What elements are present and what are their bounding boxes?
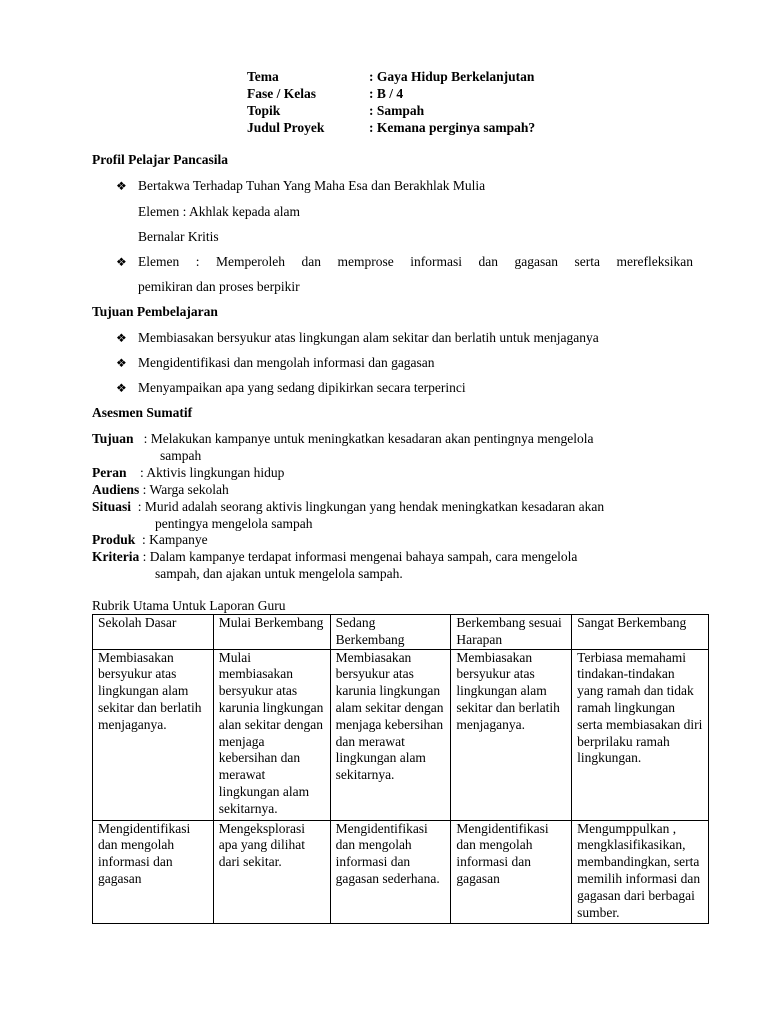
- header-value: : B / 4: [369, 86, 404, 101]
- asesmen-value-continuation: sampah: [160, 448, 202, 463]
- section-title-profil: Profil Pelajar Pancasila: [92, 152, 228, 167]
- table-header-row: [93, 615, 709, 650]
- section-title-asesmen: Asesmen Sumatif: [92, 405, 193, 420]
- bullet-text: Bertakwa Terhadap Tuhan Yang Maha Esa dan Berakhlak Mulia: [138, 178, 486, 193]
- profil-bullet-1: [116, 178, 485, 195]
- tujuan-item: [116, 380, 466, 397]
- asesmen-value: : Kampanye: [142, 532, 208, 547]
- asesmen-label: Tujuan: [92, 431, 134, 446]
- asesmen-value: : Aktivis lingkungan hidup: [140, 465, 285, 480]
- bullet-text: Menyampaikan apa yang sedang dipikirkan secara terperinci: [138, 380, 466, 395]
- header-row-tema: [247, 68, 535, 85]
- table-cell: Membiasakan bersyukur atas karunia lingkungan alam sekitar dengan menjaga kebersihan dan merawat lingkungan alam sekitarnya.: [330, 649, 451, 820]
- asesmen-label: Kriteria: [92, 549, 140, 564]
- header-row-fase-kelas: [247, 85, 535, 102]
- profil-bullet-2-line-2: pemikiran dan proses berpikir: [138, 279, 300, 294]
- profil-elemen-1: Elemen : Akhlak kepada alam: [138, 204, 300, 219]
- table-row: [93, 649, 709, 820]
- asesmen-value: : Warga sekolah: [142, 482, 229, 497]
- table-cell: Membiasakan bersyukur atas lingkungan alam sekitar dan berlatih menjaganya.: [451, 649, 572, 820]
- header-value: : Gaya Hidup Berkelanjutan: [369, 69, 535, 84]
- asesmen-produk: [92, 531, 702, 548]
- asesmen-label: Audiens: [92, 482, 140, 497]
- asesmen-peran: [92, 464, 702, 481]
- asesmen-label: Produk: [92, 532, 136, 547]
- asesmen-value: : Murid adalah seorang aktivis lingkungan yang hendak meningkatkan kesadaran akan: [137, 499, 605, 514]
- column-header: Berkembang sesuai Harapan: [451, 615, 572, 650]
- table-cell: Mengidentifikasi dan mengolah informasi dan gagasan: [451, 820, 572, 924]
- asesmen-kriteria: [92, 548, 702, 582]
- header-label: Judul Proyek: [247, 120, 325, 135]
- table-cell: Mulai membiasakan bersyukur atas karunia lingkungan alan sekitar dengan menjaga kebersihan dan merawat lingkungan alam sekitarnya.: [213, 649, 330, 820]
- profil-bernalar-kritis: Bernalar Kritis: [138, 229, 219, 244]
- asesmen-audiens: [92, 481, 702, 498]
- diamond-bullet-icon: ❖: [116, 179, 127, 193]
- asesmen-value: : Melakukan kampanye untuk meningkatkan kesadaran akan pentingnya mengelola: [143, 431, 594, 446]
- tujuan-item: [116, 330, 599, 347]
- diamond-bullet-icon: ❖: [116, 255, 127, 269]
- table-cell: Mengidentifikasi dan mengolah informasi dan gagasan sederhana.: [330, 820, 451, 924]
- table-row: [93, 820, 709, 924]
- header-row-judul-proyek: [247, 119, 535, 136]
- table-cell: Mengumppulkan , mengklasifikasikan, membandingkan, serta memilih informasi dan gagasan dari berbagai sumber.: [572, 820, 709, 924]
- table-cell: Mengidentifikasi dan mengolah informasi dan gagasan: [93, 820, 214, 924]
- asesmen-value-continuation: pentingya mengelola sampah: [155, 516, 313, 531]
- rubric-table: [92, 614, 709, 924]
- bullet-text: Mengidentifikasi dan mengolah informasi dan gagasan: [138, 355, 435, 370]
- header-value: : Sampah: [369, 103, 425, 118]
- asesmen-value-continuation: sampah, dan ajakan untuk mengelola sampah.: [155, 566, 403, 581]
- header-row-topik: [247, 102, 535, 119]
- rubric-caption: Rubrik Utama Untuk Laporan Guru: [92, 598, 286, 613]
- column-header: Mulai Berkembang: [213, 615, 330, 650]
- header-value: : Kemana perginya sampah?: [369, 120, 536, 135]
- diamond-bullet-icon: ❖: [116, 356, 127, 370]
- diamond-bullet-icon: ❖: [116, 331, 127, 345]
- section-title-tujuan: Tujuan Pembelajaran: [92, 304, 218, 319]
- header-label: Fase / Kelas: [247, 86, 316, 101]
- profil-bullet-2-line-1: Elemen : Memperoleh dan memprose informasi dan gagasan serta merefleksikan: [138, 254, 693, 269]
- asesmen-tujuan: [92, 430, 702, 464]
- asesmen-label: Situasi: [92, 499, 132, 514]
- tujuan-item: [116, 355, 435, 372]
- table-cell: Membiasakan bersyukur atas lingkungan alam sekitar dan berlatih menjaganya.: [93, 649, 214, 820]
- column-header: Sangat Berkembang: [572, 615, 709, 650]
- column-header: Sedang Berkembang: [330, 615, 451, 650]
- bullet-text: Membiasakan bersyukur atas lingkungan alam sekitar dan berlatih untuk menjaganya: [138, 330, 599, 345]
- asesmen-value: : Dalam kampanye terdapat informasi mengenai bahaya sampah, cara mengelola: [142, 549, 578, 564]
- asesmen-label: Peran: [92, 465, 127, 480]
- table-cell: Terbiasa memahami tindakan-tindakan yang ramah dan tidak ramah lingkungan serta membiasakan diri berprilaku ramah lingkungan.: [572, 649, 709, 820]
- column-header: Sekolah Dasar: [93, 615, 214, 650]
- asesmen-situasi: [92, 498, 702, 532]
- profil-bullet-2: [116, 254, 138, 271]
- header-label: Tema: [247, 69, 279, 84]
- table-cell: Mengeksplorasi apa yang dilihat dari sekitar.: [213, 820, 330, 924]
- diamond-bullet-icon: ❖: [116, 381, 127, 395]
- header-label: Topik: [247, 103, 281, 118]
- project-header: [247, 68, 535, 136]
